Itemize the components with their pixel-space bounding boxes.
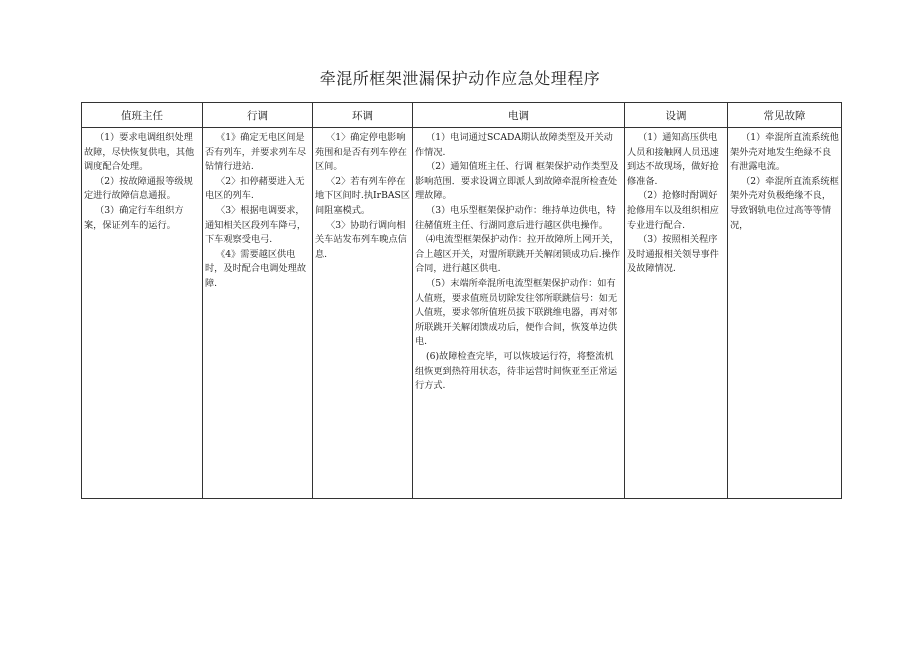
paragraph: 《4》需要越区供电时，及时配合电调处理故障.: [205, 248, 307, 289]
paragraph: （3）确定行车组织方案，保证列车的运行。: [84, 204, 184, 231]
paragraph: （2）按故障通报等级规定进行故障信息通报。: [84, 175, 193, 202]
paragraph: （2）通知值班主任、行调 框架保护动作类型及影响范围．要求设调立即派人到故障牵混所检查处理故障。: [415, 161, 619, 202]
procedure-table: [81, 102, 842, 499]
paragraph: （3）电乐型框架保护动作：维持单边供电，特往赭值班主任、行湖同意后进行越区供电操作。: [415, 204, 616, 231]
environment-dispatcher-cell: [313, 128, 413, 499]
equipment-dispatcher-cell: [625, 128, 728, 499]
paragraph: （5）末端所牵混所电流型框架保护动作：如有人值班，要求值班员切除发往邻所联跳信号：如无人值班，要求邻所值班员拔下联跳维电器，再对邻所联跳开关解闭馈成功后，便作合间，恢笈单边供电.: [415, 277, 618, 348]
column-header: 值班主任: [82, 103, 203, 128]
column-header: 电调: [413, 103, 625, 128]
paragraph: ⑷电流型框架保护动作：拉开故障所上网开关，合上越区开关，对盟所联跳开关解闭锁成功后.操作合同，进行越区供电.: [415, 234, 621, 275]
common-faults-cell: [728, 128, 842, 499]
duty-director-cell: [82, 128, 203, 499]
train-dispatcher-cell: [203, 128, 313, 499]
column-header: 设调: [625, 103, 728, 128]
power-dispatcher-cell: [413, 128, 625, 499]
paragraph: 《1》确定无电区间是否有列车，并要求列车尽钻情行进站.: [205, 132, 307, 173]
paragraph: （1）要求电调组织处理故障，尽快恢复供电，其他调度配合处理。: [84, 132, 195, 173]
paragraph: （1）通知高压供电人员和接触网人员迅速到达不故现场，做好抢修准备.: [627, 132, 719, 187]
paragraph: （1）电词通过SCADA期认故障类型及开关动作情况.: [415, 132, 613, 158]
paragraph: （2）牵混所直流系统框架外壳对负极绝缘不良，导致钢轨电位过高等等情况，: [730, 175, 839, 231]
content-row: [82, 128, 842, 499]
paragraph: 〈2〉扣停赭要进入无电区的列车.: [205, 175, 305, 202]
paragraph: （2）抢修时酎调好抢修用车以及组织相应专业进行配合.: [627, 190, 719, 231]
column-header: 环调: [313, 103, 413, 128]
paragraph: 〈3〉根据电调要求，通知相关区段列车降弓，下车观察受电弓.: [205, 204, 307, 246]
paragraph: 〈3〉协助行调向相关车站发布列车晚点信息.: [315, 219, 407, 260]
column-header: 行调: [203, 103, 313, 128]
paragraph: 〈2〉若有列车停在地下区间时.执IrBAS区间阻塞模式。: [315, 175, 410, 216]
paragraph: 〈1〉确定停电影响苑围和是否有列车停在区间。: [315, 132, 407, 173]
column-header: 常见故障: [728, 103, 842, 128]
document-title: 牵混所框架泄漏保护动作应急处理程序: [319, 69, 601, 88]
paragraph: (6)故障检查完毕，可以恢坡运行符，将整流机组恢更到热符用状态，待非运营时间恢亚至正常运行方式.: [415, 350, 618, 392]
paragraph: （3）按照相关程序及时通报相关领导事件及故障情况.: [627, 234, 719, 275]
header-row: [82, 103, 842, 128]
paragraph: （1）牵混所直流系统他架外壳对地发生绝緑不良有泄露电流。: [730, 132, 839, 173]
